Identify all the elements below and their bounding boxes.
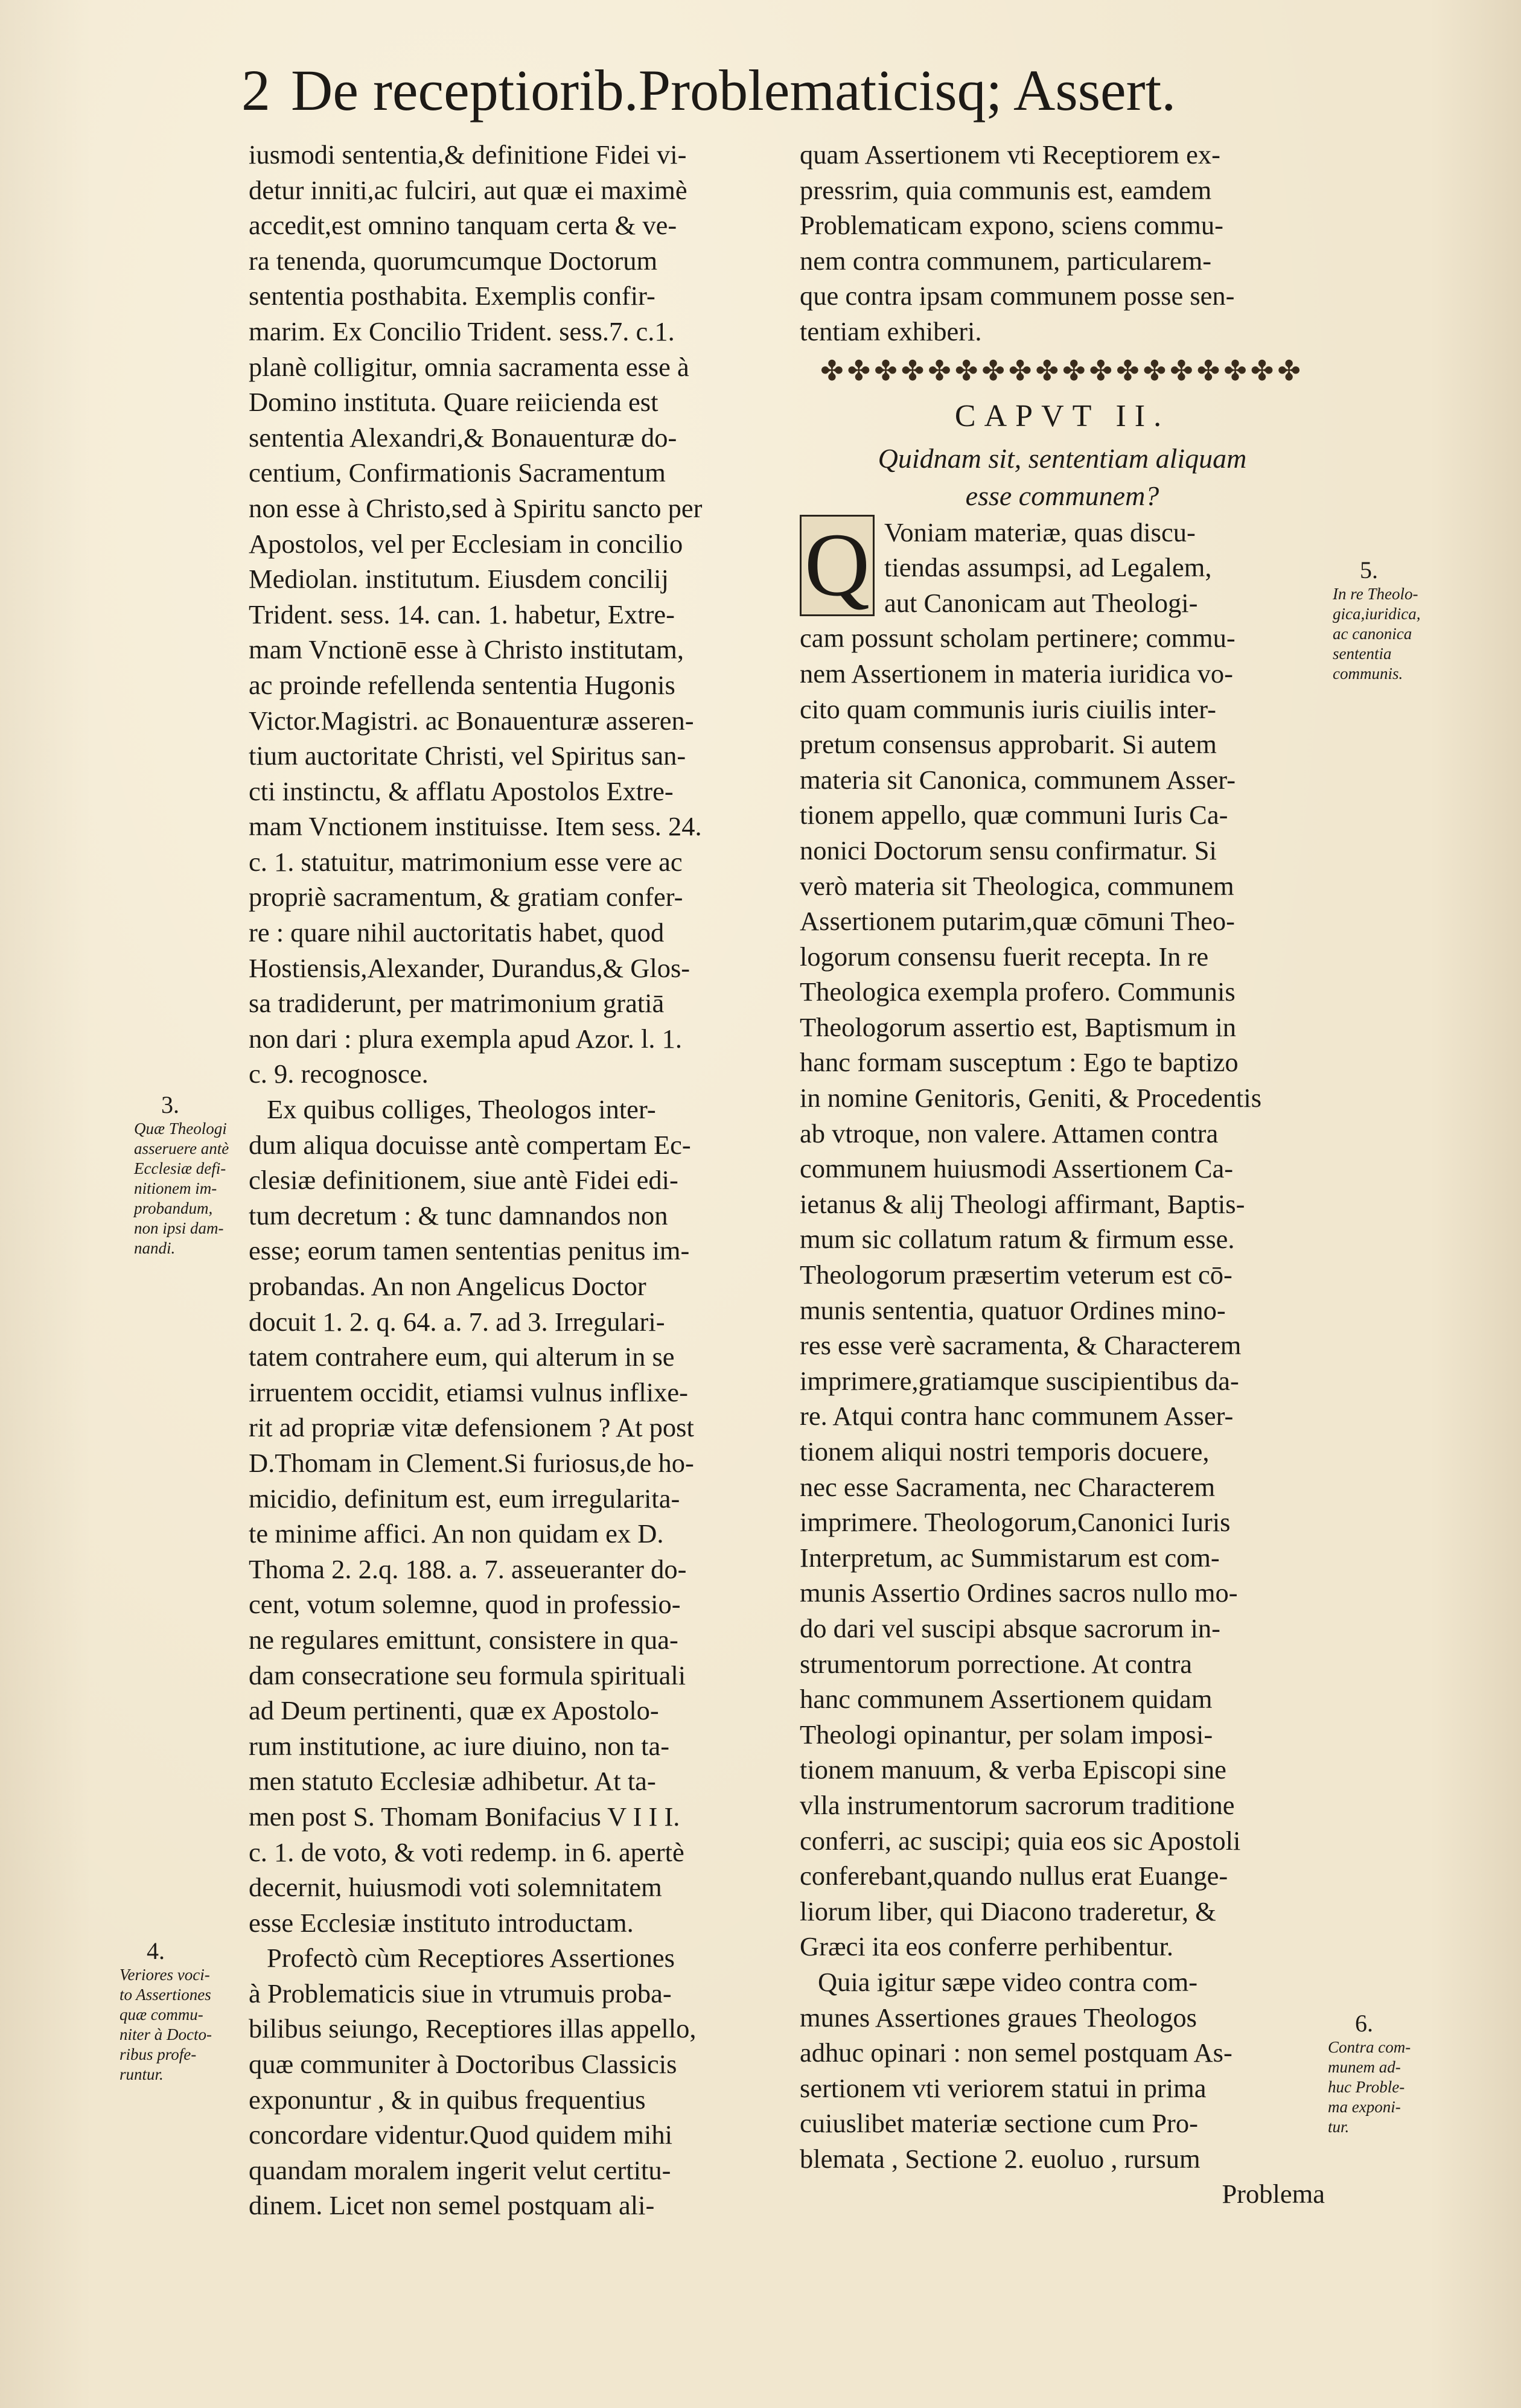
marginal-line: communis.: [1333, 664, 1403, 683]
text-line: sertionem vti veriorem statui in prima: [800, 2072, 1207, 2103]
text-line: cti instinctu, & afflatu Apostolos Extre-: [249, 776, 674, 806]
catchword: Problema: [1222, 2179, 1325, 2209]
text-line: res esse verè sacramenta, & Characterem: [800, 1330, 1242, 1361]
text-line: Mediolan. institutum. Eiusdem concilij: [249, 564, 669, 594]
marginal-line: nitionem im-: [134, 1179, 217, 1197]
marginal-line: non ipsi dam-: [134, 1219, 224, 1237]
text-line: Theologi opinantur, per solam imposi-: [800, 1719, 1213, 1750]
text-line: c. 1. statuitur, matrimonium esse vere ac: [249, 846, 683, 877]
text-line: mam Vnctionem instituisse. Item sess. 24.: [249, 811, 702, 842]
text-line: ne regulares emittunt, consistere in qua-: [249, 1624, 678, 1655]
text-line: ra tenenda, quorumcumque Doctorum: [249, 245, 658, 276]
text-line: cam possunt scholam pertinere; commu-: [800, 623, 1236, 654]
marginal-note-5: [1333, 556, 1435, 684]
chapter-heading: CAPVT II.: [954, 398, 1170, 433]
text-line: Profectò cùm Receptiores Assertiones: [267, 1943, 675, 1973]
marginal-line: In re Theolo-: [1333, 585, 1418, 603]
text-line: dam consecratione seu formula spirituali: [249, 1660, 686, 1690]
marginal-line: to Assertiones: [120, 1986, 211, 2004]
text-line: tatem contrahere eum, qui alterum in se: [249, 1342, 675, 1372]
marginal-number: 4.: [147, 1937, 165, 1964]
text-line: marim. Ex Concilio Trident. sess.7. c.1.: [249, 316, 675, 346]
text-line: in nomine Genitoris, Geniti, & Procedentis: [800, 1083, 1262, 1113]
text-line: pressrim, quia communis est, eamdem: [800, 174, 1212, 205]
running-title: De receptiorib.Problematicisq; Assert.: [291, 58, 1176, 123]
marginal-line: runtur.: [120, 2065, 164, 2083]
text-line: sententia Alexandri,& Bonauenturæ do-: [249, 422, 677, 453]
text-line: c. 1. de voto, & voti redemp. in 6. apertè: [249, 1836, 684, 1867]
marginal-line: gica,iuridica,: [1333, 605, 1421, 623]
text-line: tionem manuum, & verba Episcopi sine: [800, 1754, 1226, 1785]
marginal-line: Contra com-: [1328, 2038, 1411, 2056]
marginal-line: munem ad-: [1328, 2058, 1401, 2076]
text-line: blemata , Sectione 2. euoluo , rursum: [800, 2143, 1201, 2174]
marginal-line: probandum,: [134, 1199, 213, 1217]
text-line: ietanus & alij Theologi affirmant, Baptis-: [800, 1188, 1245, 1219]
text-line: rit ad propriæ vitæ defensionem ? At post: [249, 1412, 694, 1443]
text-line: quæ communiter à Doctoribus Classicis: [249, 2049, 677, 2080]
right-column-body: [800, 515, 1325, 2177]
text-line: Problematicam expono, sciens commu-: [800, 210, 1223, 241]
text-line: Hostiensis,Alexander, Durandus,& Glos-: [249, 952, 690, 983]
marginal-line: huc Proble-: [1328, 2078, 1405, 2096]
text-line: hanc formam susceptum : Ego te baptizo: [800, 1047, 1239, 1078]
text-line: men statuto Ecclesiæ adhibetur. At ta-: [249, 1766, 656, 1797]
text-line: Victor.Magistri. ac Bonauenturæ asseren-: [249, 705, 694, 736]
marginal-line: Ecclesiæ defi-: [134, 1159, 226, 1177]
text-line: conferebant,quando nullus erat Euange-: [800, 1861, 1228, 1891]
text-line: Thoma 2. 2.q. 188. a. 7. asseueranter do-: [249, 1553, 687, 1584]
text-line: nem contra communem, particularem-: [800, 245, 1212, 276]
text-line: munes Assertiones graues Theologos: [800, 2002, 1197, 2033]
text-line: vlla instrumentorum sacrorum traditione: [800, 1789, 1235, 1820]
text-line: c. 9. recognosce.: [249, 1059, 429, 1089]
chapter-title-line-2: esse communem?: [965, 480, 1159, 511]
text-line: micidio, definitum est, eum irregularita-: [249, 1483, 680, 1514]
text-line: sententia posthabita. Exemplis confir-: [249, 281, 655, 311]
text-line: verò materia sit Theologica, communem: [800, 870, 1234, 901]
text-line: hanc communem Assertionem quidam: [800, 1684, 1213, 1715]
text-line: sa tradiderunt, per matrimonium gratiā: [249, 988, 665, 1019]
text-line: Voniam materiæ, quas discu-: [884, 517, 1196, 547]
drop-cap-initial: Q: [800, 515, 875, 616]
text-line: pretum consensus approbarit. Si autem: [800, 729, 1217, 760]
text-line: concordare videntur.Quod quidem mihi: [249, 2120, 672, 2150]
text-line: decernit, huiusmodi voti solemnitatem: [249, 1872, 662, 1903]
text-line: conferri, ac suscipi; quia eos sic Apostoli: [800, 1825, 1241, 1856]
marginal-line: ribus profe-: [120, 2045, 197, 2063]
text-line: docuit 1. 2. q. 64. a. 7. ad 3. Irregulari-: [249, 1306, 665, 1337]
marginal-note-4: [120, 1937, 222, 2085]
text-line: aut Canonicam aut Theologi-: [884, 587, 1198, 618]
text-line: strumentorum porrectione. At contra: [800, 1648, 1193, 1679]
text-line: men post S. Thomam Bonifacius V I I I.: [249, 1801, 680, 1832]
text-line: bilibus seiungo, Receptiores illas appello,: [249, 2013, 697, 2044]
text-line: que contra ipsam communem posse sen-: [800, 281, 1235, 311]
text-line: detur inniti,ac fulciri, aut quæ ei maximè: [249, 174, 687, 205]
marginal-line: Veriores voci-: [120, 1966, 210, 1984]
text-line: liorum liber, qui Diacono traderetur, &: [800, 1896, 1216, 1926]
text-line: mam Vnctionē esse à Christo institutam,: [249, 634, 684, 665]
text-line: ad Deum pertinenti, quæ ex Apostolo-: [249, 1695, 659, 1726]
right-column: [800, 137, 1325, 2212]
marginal-line: ma exponi-: [1328, 2098, 1401, 2116]
text-line: quandam moralem ingerit velut certitu-: [249, 2155, 671, 2185]
text-line: propriè sacramentum, & gratiam confer-: [249, 882, 683, 913]
text-line: nonici Doctorum sensu confirmatur. Si: [800, 835, 1217, 865]
text-line: Trident. sess. 14. can. 1. habetur, Extre-: [249, 599, 675, 629]
text-line: Interpretum, ac Summistarum est com-: [800, 1542, 1220, 1573]
text-line: dinem. Licet non semel postquam ali-: [249, 2190, 655, 2221]
text-line: Ex quibus colliges, Theologos inter-: [267, 1094, 656, 1125]
marginal-line: asseruere antè: [134, 1139, 229, 1158]
text-line: ab vtroque, non valere. Attamen contra: [800, 1118, 1219, 1148]
text-line: à Problematicis siue in vtrumuis proba-: [249, 1978, 672, 2008]
ornament-divider: ✤✤✤✤✤✤✤✤✤✤✤✤✤✤✤✤✤✤: [820, 355, 1304, 386]
text-line: irruentem occidit, etiamsi vulnus inflixe-: [249, 1377, 688, 1407]
chapter-title-line-1: Quidnam sit, sententiam aliquam: [878, 442, 1247, 474]
text-line: munis Assertio Ordines sacros nullo mo-: [800, 1578, 1238, 1608]
text-line: tionem appello, quæ communi Iuris Ca-: [800, 800, 1228, 830]
text-line: iusmodi sententia,& definitione Fidei vi-: [249, 139, 687, 170]
text-line: cuiuslibet materiæ sectione cum Pro-: [800, 2108, 1198, 2139]
text-line: accedit,est omnino tanquam certa & ve-: [249, 210, 677, 241]
marginal-number: 3.: [161, 1091, 179, 1118]
marginal-note-3: [134, 1091, 237, 1258]
text-line: quam Assertionem vti Receptiorem ex-: [800, 139, 1220, 170]
text-line: Græci ita eos conferre perhibentur.: [800, 1931, 1174, 1962]
text-line: tiendas assumpsi, ad Legalem,: [884, 552, 1212, 583]
text-line: imprimere. Theologorum,Canonici Iuris: [800, 1507, 1231, 1538]
text-line: rum institutione, ac iure diuino, non ta-: [249, 1730, 670, 1761]
text-line: Theologorum assertio est, Baptismum in: [800, 1011, 1237, 1042]
text-line: cent, votum solemne, quod in professio-: [249, 1589, 681, 1620]
marginal-line: tur.: [1328, 2118, 1350, 2136]
text-line: te minime affici. An non quidam ex D.: [249, 1518, 664, 1549]
right-column-top: [800, 137, 1325, 349]
text-line: Quia igitur sæpe video contra com-: [818, 1966, 1198, 1997]
text-line: D.Thomam in Clement.Si furiosus,de ho-: [249, 1447, 694, 1478]
text-line: nec esse Sacramenta, nec Characterem: [800, 1471, 1216, 1502]
text-line: Apostolos, vel per Ecclesiam in concilio: [249, 528, 683, 559]
text-line: nem Assertionem in materia iuridica vo-: [800, 658, 1233, 689]
text-line: communem huiusmodi Assertionem Ca-: [800, 1153, 1234, 1184]
text-line: logorum consensu fuerit recepta. In re: [800, 941, 1209, 972]
marginal-note-6: [1328, 2010, 1430, 2137]
text-line: tentiam exhiberi.: [800, 316, 982, 346]
text-line: re. Atqui contra hanc communem Asser-: [800, 1401, 1234, 1432]
text-line: tium auctoritate Christi, vel Spiritus san-: [249, 741, 686, 771]
text-line: ac proinde refellenda sententia Hugonis: [249, 669, 675, 700]
marginal-line: quæ commu-: [120, 2005, 203, 2024]
page-number: 2: [241, 58, 270, 123]
marginal-number: 5.: [1360, 556, 1378, 584]
running-head: [241, 57, 1328, 124]
text-line: Theologorum præsertim veterum est cō-: [800, 1260, 1232, 1290]
text-line: planè colligitur, omnia sacramenta esse à: [249, 351, 689, 382]
text-line: probandas. An non Angelicus Doctor: [249, 1271, 646, 1301]
text-line: imprimere,gratiamque suscipientibus da-: [800, 1365, 1239, 1396]
text-line: munis sententia, quatuor Ordines mino-: [800, 1295, 1226, 1325]
text-line: do dari vel suscipi absque sacrorum in-: [800, 1613, 1220, 1643]
text-line: re : quare nihil auctoritatis habet, quod: [249, 917, 665, 948]
marginal-line: sententia: [1333, 645, 1392, 663]
text-line: mum sic collatum ratum & firmum esse.: [800, 1224, 1235, 1255]
text-line: cito quam communis iuris ciuilis inter-: [800, 693, 1216, 724]
text-line: Assertionem putarim,quæ cōmuni Theo-: [800, 906, 1235, 937]
marginal-number: 6.: [1355, 2010, 1373, 2037]
text-line: centium, Confirmationis Sacramentum: [249, 457, 666, 488]
text-line: esse Ecclesiæ instituto introductam.: [249, 1907, 634, 1938]
text-line: tionem aliqui nostri temporis docuere,: [800, 1436, 1210, 1467]
marginal-line: nandi.: [134, 1239, 176, 1257]
text-line: Domino instituta. Quare reiicienda est: [249, 387, 658, 418]
text-line: adhuc opinari : non semel postquam As-: [800, 2037, 1232, 2068]
left-column: [249, 137, 780, 2223]
text-line: exponuntur , & in quibus frequentius: [249, 2084, 646, 2115]
text-line: dum aliqua docuisse antè compertam Ec-: [249, 1129, 691, 1160]
text-line: non esse à Christo,sed à Spiritu sancto per: [249, 492, 703, 523]
text-line: Theologica exempla profero. Communis: [800, 976, 1236, 1007]
text-line: materia sit Canonica, communem Asser-: [800, 764, 1236, 795]
text-line: tum decretum : & tunc damnandos non: [249, 1200, 668, 1231]
text-line: non dari : plura exempla apud Azor. l. 1.: [249, 1023, 682, 1054]
marginal-line: ac canonica: [1333, 625, 1412, 643]
chapter-body: [800, 515, 1325, 2177]
text-line: clesiæ definitionem, siue antè Fidei edi-: [249, 1165, 678, 1196]
marginal-line: niter à Docto-: [120, 2025, 212, 2043]
text-line: esse; eorum tamen sententias penitus im-: [249, 1235, 690, 1266]
marginal-line: Quæ Theologi: [134, 1120, 227, 1138]
